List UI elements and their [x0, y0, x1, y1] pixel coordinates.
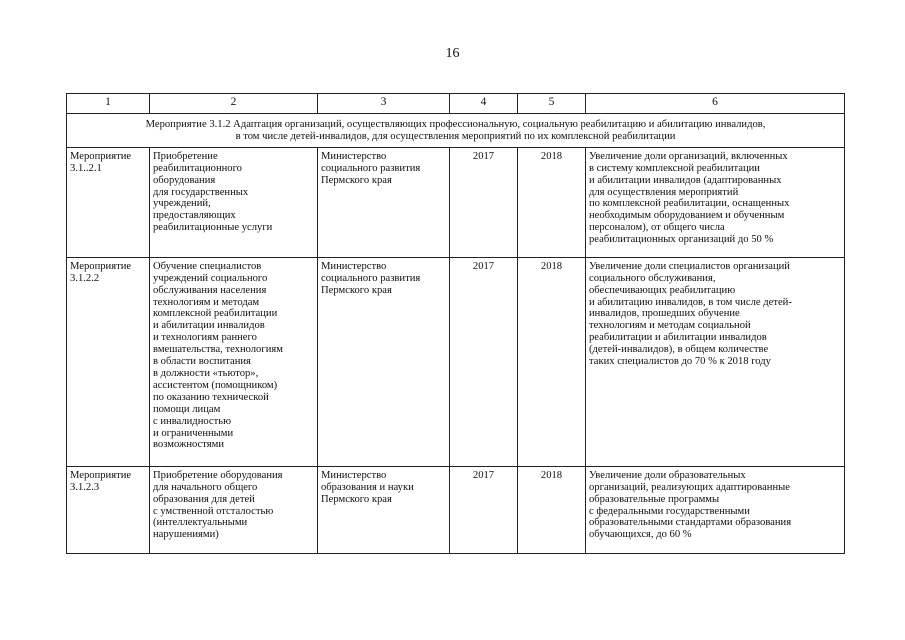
table-row — [67, 147, 845, 257]
name-line: Приобретение оборудования — [153, 469, 283, 481]
result-line: инвалидов, прошедших обучение — [589, 308, 740, 320]
header-cell-5: 5 — [518, 94, 586, 114]
result-cell — [586, 257, 845, 466]
name-line: помощи лицам — [153, 403, 221, 415]
executor-line: Министерство — [321, 260, 387, 272]
measure-code-number: 3.1..2.1 — [70, 162, 102, 174]
end-year-cell: 2018 — [518, 147, 586, 257]
name-line: реабилитационные услуги — [153, 222, 273, 234]
section-title-line-2: в том числе детей-инвалидов, для осуществления мероприятий по их комплексной реабилитации — [235, 130, 676, 142]
header-cell-6: 6 — [586, 94, 845, 114]
name-line: с умственной отсталостью — [153, 505, 274, 517]
executor-cell — [318, 257, 450, 466]
section-row — [67, 114, 845, 148]
result-line: Увеличение доли организаций, включенных — [589, 150, 788, 162]
result-line: реабилитации и абилитации инвалидов — [589, 332, 767, 344]
executor-cell — [318, 466, 450, 553]
start-year-cell: 2017 — [450, 257, 518, 466]
name-line: обслуживания населения — [153, 284, 267, 296]
name-line: и абилитации инвалидов — [153, 320, 265, 332]
name-line: образования для детей — [153, 493, 255, 505]
name-line: с инвалидностью — [153, 415, 231, 427]
header-row — [67, 94, 845, 114]
name-line: и ограниченными — [153, 427, 234, 439]
measure-code-label: Мероприятие — [70, 260, 132, 272]
name-line: для государственных — [153, 186, 249, 198]
header-cell-4: 4 — [450, 94, 518, 114]
name-line: Приобретение — [153, 150, 218, 162]
name-line: учреждений, — [153, 198, 211, 210]
result-line: для осуществления мероприятий — [589, 186, 739, 198]
name-line: нарушениями) — [153, 529, 219, 541]
end-year-cell: 2018 — [518, 466, 586, 553]
table-row — [67, 257, 845, 466]
result-line: таких специалистов до 70 % к 2018 году — [589, 356, 771, 368]
name-line: оборудования — [153, 174, 216, 186]
executor-line: Министерство — [321, 150, 387, 162]
name-line: реабилитационного — [153, 162, 242, 174]
executor-line: социального развития — [321, 162, 421, 174]
result-line: образовательные программы — [589, 493, 720, 505]
result-line: с федеральными государственными — [589, 505, 750, 517]
result-line: (детей-инвалидов), в общем количестве — [589, 344, 769, 356]
measure-code-label: Мероприятие — [70, 150, 132, 162]
measure-code-label: Мероприятие — [70, 469, 132, 481]
result-line: обучающихся, до 60 % — [589, 529, 692, 541]
name-line: возможностями — [153, 439, 224, 451]
result-line: обеспечивающих реабилитацию — [589, 284, 736, 296]
name-line: вмешательства, технологиям — [153, 344, 283, 356]
name-line: в должности «тьютор», — [153, 367, 259, 379]
name-line: комплексной реабилитации — [153, 308, 278, 320]
header-cell-1: 1 — [67, 94, 150, 114]
result-line: Увеличение доли образовательных — [589, 469, 746, 481]
result-line: образовательными стандартами образования — [589, 517, 792, 529]
measures-table — [66, 93, 845, 554]
page-number: 16 — [445, 46, 460, 61]
executor-line: Пермского края — [321, 284, 392, 296]
executor-line: Министерство — [321, 469, 387, 481]
measure-code-number: 3.1.2.2 — [70, 272, 100, 284]
executor-cell — [318, 147, 450, 257]
name-line: Обучение специалистов — [153, 260, 262, 272]
name-line: ассистентом (помощником) — [153, 379, 278, 391]
header-cell-3: 3 — [318, 94, 450, 114]
result-line: организаций, реализующих адаптированные — [589, 481, 790, 493]
measure-name-cell — [150, 466, 318, 553]
start-year-cell: 2017 — [450, 147, 518, 257]
name-line: по оказанию технической — [153, 391, 269, 403]
executor-line: образования и науки — [321, 481, 414, 493]
name-line: технологиям и методам — [153, 296, 260, 308]
name-line: предоставляющих — [153, 210, 236, 222]
result-line: Увеличение доли специалистов организаций — [589, 260, 790, 272]
name-line: учреждений социального — [153, 272, 268, 284]
measure-code-number: 3.1.2.3 — [70, 481, 100, 493]
result-line: социального обслуживания, — [589, 272, 716, 284]
executor-line: Пермского края — [321, 174, 392, 186]
result-line: и абилитацию инвалидов, в том числе детей- — [589, 296, 792, 308]
name-line: в области воспитания — [153, 356, 251, 368]
result-line: реабилитационных организаций до 50 % — [589, 234, 774, 246]
measure-code-cell — [67, 147, 150, 257]
result-line: персоналом), от общего числа — [589, 222, 725, 234]
end-year-cell: 2018 — [518, 257, 586, 466]
section-title — [67, 114, 845, 148]
result-line: технологиям и методам социальной — [589, 320, 751, 332]
measure-code-cell — [67, 257, 150, 466]
result-line: и абилитации инвалидов (адаптированных — [589, 174, 782, 186]
name-line: и технологиям раннего — [153, 332, 257, 344]
result-line: по комплексной реабилитации, оснащенных — [589, 198, 790, 210]
name-line: (интеллектуальными — [153, 517, 248, 529]
name-line: для начального общего — [153, 481, 258, 493]
header-cell-2: 2 — [150, 94, 318, 114]
result-cell — [586, 147, 845, 257]
measure-name-cell — [150, 147, 318, 257]
result-cell — [586, 466, 845, 553]
start-year-cell: 2017 — [450, 466, 518, 553]
table-row — [67, 466, 845, 553]
executor-line: социального развития — [321, 272, 421, 284]
result-line: необходимым оборудованием и обученным — [589, 210, 785, 222]
executor-line: Пермского края — [321, 493, 392, 505]
measure-name-cell — [150, 257, 318, 466]
section-title-line-1: Мероприятие 3.1.2 Адаптация организаций, осуществляющих профессиональную, социальную реабилитацию и абилитацию инвалидов, — [145, 119, 766, 130]
measure-code-cell — [67, 466, 150, 553]
result-line: в систему комплексной реабилитации — [589, 162, 760, 174]
